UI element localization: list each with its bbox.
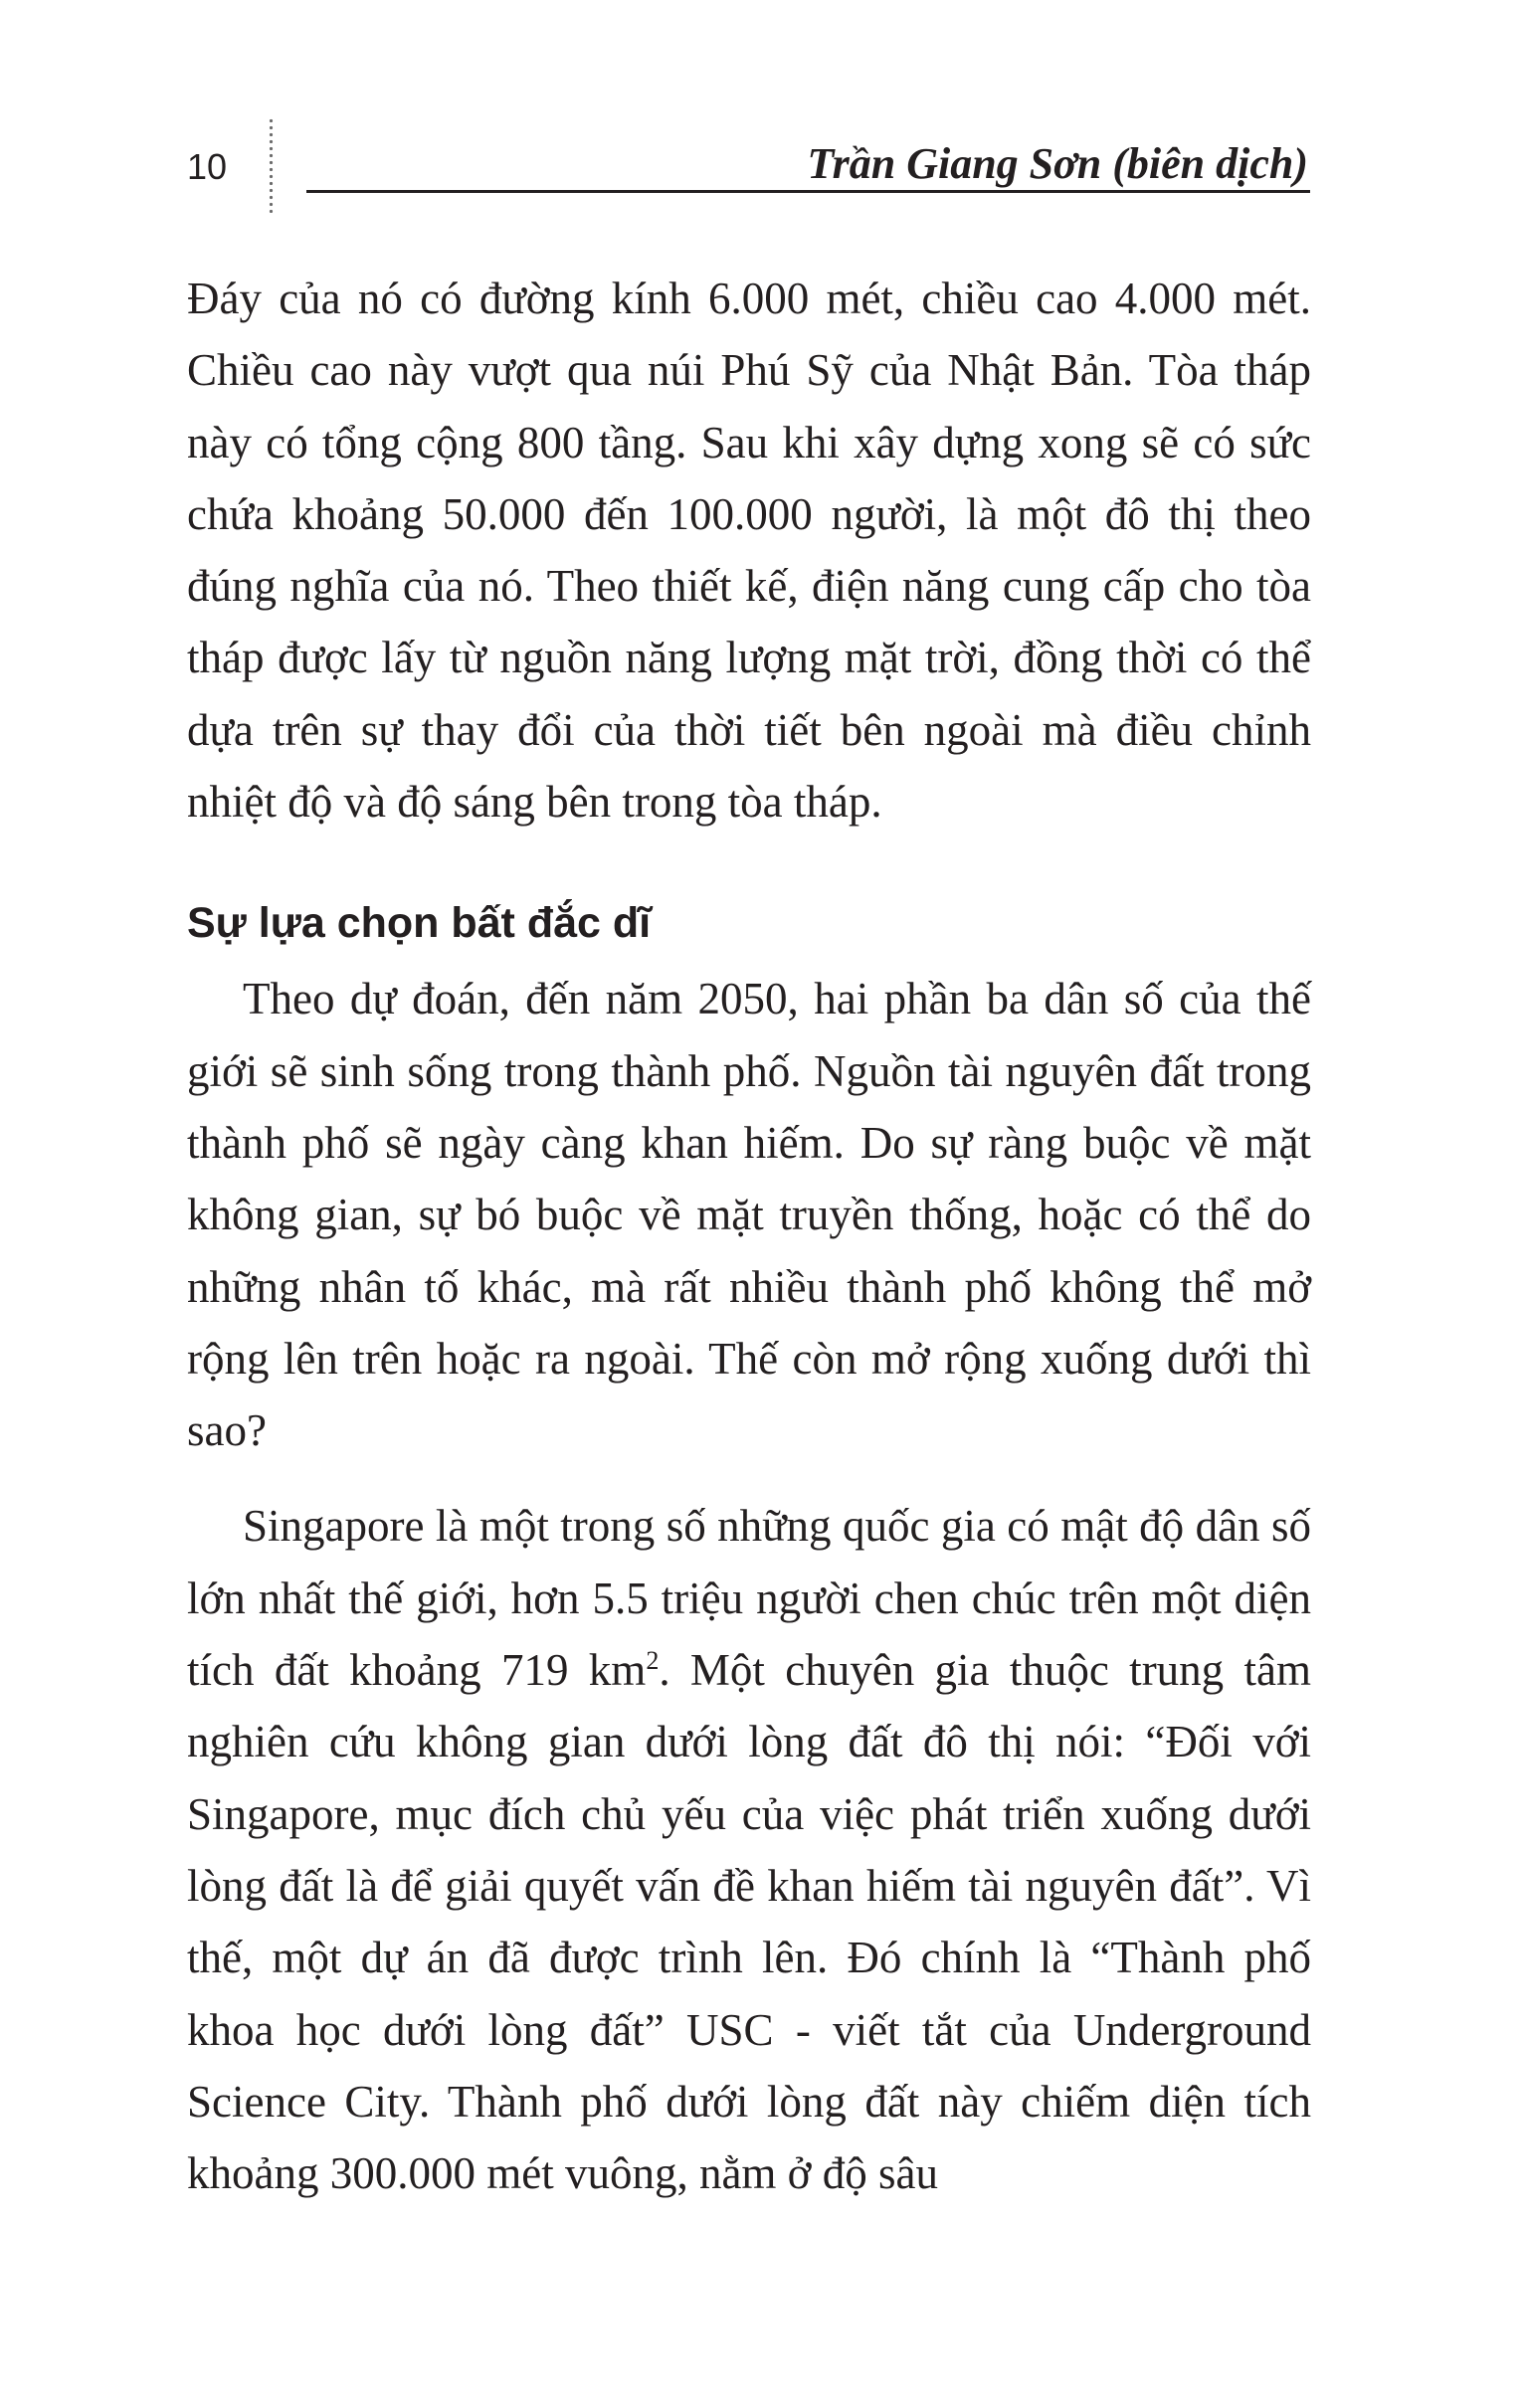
page-number: 10 xyxy=(187,146,228,187)
paragraph-text: . Một chuyên gia thuộc trung tâm nghiên cứu không gian dưới lòng đất đô thị nói: “Đối với Singapore, mục đích chủ yếu của việc phát triển xuống dưới lòng đất là để giải quyết vấn đề khan hiếm tài nguyên đất”. Vì thế, một dự án đã được trình lên. Đó chính là “Thành phố khoa học dưới lòng đất” USC - viết tắt của Underground Science City. Thành phố dưới lòng đất này chiếm diện tích khoảng 300.000 mét vuông, nằm ở độ sâu xyxy=(187,1645,1311,2199)
body-paragraph xyxy=(187,1490,1311,2209)
page-header xyxy=(0,117,1527,217)
dotted-divider xyxy=(267,117,276,213)
section-heading: Sự lựa chọn bất đắc dĩ xyxy=(187,899,652,948)
running-title: Trần Giang Sơn (biên dịch) xyxy=(807,139,1308,188)
superscript: 2 xyxy=(646,1646,660,1676)
paragraph-text: Singapore là một trong số những quốc gia có mật độ dân số lớn nhất thế giới, hơn 5.5 triệu người chen chúc trên một diện tích đất khoảng 719 km xyxy=(187,1501,1311,1696)
page-body xyxy=(187,263,1311,2209)
header-rule xyxy=(306,190,1310,193)
body-paragraph: Theo dự đoán, đến năm 2050, hai phần ba dân số của thế giới sẽ sinh sống trong thành phố. Nguồn tài nguyên đất trong thành phố sẽ ngày càng khan hiếm. Do sự ràng buộc về mặt không gian, sự bó buộc về mặt truyền thống, hoặc có thể do những nhân tố khác, mà rất nhiều thành phố không thể mở rộng lên trên hoặc ra ngoài. Thế còn mở rộng xuống dưới thì sao? xyxy=(187,974,1311,1456)
body-paragraph: Đáy của nó có đường kính 6.000 mét, chiều cao 4.000 mét. Chiều cao này vượt qua núi Phú Sỹ của Nhật Bản. Tòa tháp này có tổng cộng 800 tầng. Sau khi xây dựng xong sẽ có sức chứa khoảng 50.000 đến 100.000 người, là một đô thị theo đúng nghĩa của nó. Theo thiết kế, điện năng cung cấp cho tòa tháp được lấy từ nguồn năng lượng mặt trời, đồng thời có thể dựa trên sự thay đổi của thời tiết bên ngoài mà điều chỉnh nhiệt độ và độ sáng bên trong tòa tháp. xyxy=(187,274,1311,828)
